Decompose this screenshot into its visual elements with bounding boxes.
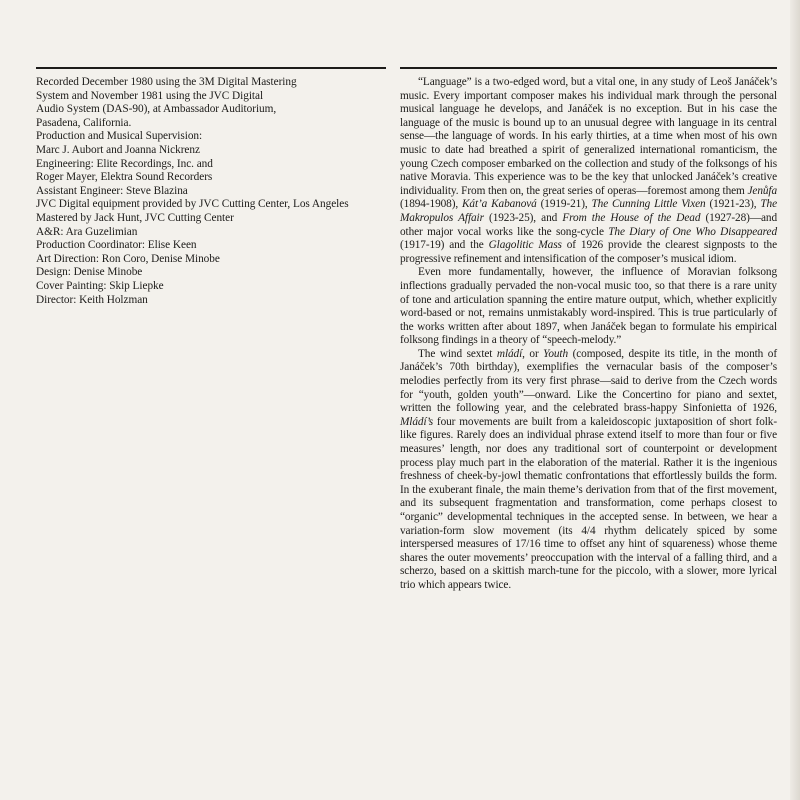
credit-line: Pasadena, California. bbox=[36, 116, 132, 129]
credit-line: Art Direction: Ron Coro, Denise Minobe bbox=[36, 252, 220, 265]
work-title: Kát’a Kabanová bbox=[461, 198, 537, 211]
work-title: The Diary of One Who Disappeared bbox=[608, 225, 777, 238]
credits-list bbox=[36, 76, 386, 307]
work-title: The Cunning Little Vixen bbox=[591, 198, 706, 211]
essay-paragraph-2: Even more fundamentally, however, the influence of Moravian folksong inflections gradually pervaded the non-vocal music too, so that there is a rare unity of tone and articulation spanning the entire mature output, which, whether explicitly word-based or not, remains unmistakably word-inspired. This is true particularly of the works written after about 1897, when Janáček began to formulate his empirical folksong findings in a theory of “speech-melody.” bbox=[400, 266, 777, 347]
essay-text: (1917-19) and the bbox=[400, 239, 489, 252]
essay-top-rule bbox=[400, 67, 777, 69]
credit-line: Director: Keith Holzman bbox=[36, 293, 148, 306]
work-title: Jenůfa bbox=[747, 184, 777, 197]
credit-line: Recorded December 1980 using the 3M Digital Mastering bbox=[36, 76, 297, 88]
credits-column bbox=[36, 67, 386, 307]
credit-line: Production Coordinator: Elise Keen bbox=[36, 239, 197, 252]
work-title: mládí bbox=[496, 347, 523, 360]
essay-paragraph-3 bbox=[400, 348, 777, 593]
credit-line: Engineering: Elite Recordings, Inc. and bbox=[36, 157, 213, 170]
credit-line: A&R: Ara Guzelimian bbox=[36, 225, 138, 238]
credit-line: Marc J. Aubort and Joanna Nickrenz bbox=[36, 143, 200, 156]
credit-line: Cover Painting: Skip Liepke bbox=[36, 279, 164, 292]
work-title: Youth bbox=[543, 347, 569, 360]
work-title: Glagolitic Mass bbox=[488, 239, 562, 252]
credit-line: Roger Mayer, Elektra Sound Recorders bbox=[36, 171, 213, 184]
work-title: The Makropulos Affair bbox=[400, 198, 777, 224]
essay-text: (1919-21), bbox=[536, 198, 592, 211]
credit-line: Production and Musical Supervision: bbox=[36, 130, 203, 143]
credit-line: JVC Digital equipment provided by JVC Cutting Center, Los Angeles bbox=[36, 198, 349, 211]
essay-text: of 1926 provide the clearest signposts to the progressive refinement and intensification of the composer’s musical idiom. bbox=[400, 239, 777, 265]
essay-text: (1927-28)—and other major vocal works like the song-cycle bbox=[400, 211, 778, 238]
work-title: From the House of the Dead bbox=[562, 211, 701, 224]
credit-line: Mastered by Jack Hunt, JVC Cutting Center bbox=[36, 211, 234, 224]
essay-text: “Language” is a two-edged word, but a vital one, in any study of Leoš Janáček’s music. Every important composer makes his individual mark through the personal musical language he develops, and Janáček is no exception. But in his case the language of the music is bound up to an unusual degree with language in its central sense—the language of words. In his early thirties, at a time when most of his own music to date had breathed a spirit of generalized international romanticism, the young Czech composer embarked on the collection and study of the folksongs of his native Moravia. This experience was to be the key that unlocked Janáček’s creative individuality. From then on, the great series of operas—foremost among them bbox=[400, 76, 777, 197]
credit-line: Design: Denise Minobe bbox=[36, 266, 143, 279]
credit-line: System and November 1981 using the JVC Digital bbox=[36, 89, 264, 102]
credit-line: Audio System (DAS-90), at Ambassador Auditorium, bbox=[36, 103, 277, 116]
essay-text: (composed, despite its title, in the month of Janáček’s 70th birthday), exemplifies the vernacular basis of the composer’s melodies perfectly from its very first phrase—said to derive from the Czech words for “youth, golden youth”—onward. Like the Concertino for piano and sextet, written the following year, and the celebrated brass-happy Sinfonietta of 1926, bbox=[400, 347, 777, 415]
page-edge-shadow bbox=[790, 0, 800, 800]
essay-text: (1923-25), and bbox=[483, 211, 563, 224]
essay-column bbox=[400, 67, 777, 593]
essay-text: (1921-23), bbox=[705, 198, 761, 211]
essay-text: , or bbox=[522, 347, 544, 360]
essay-text: (1894-1908), bbox=[400, 198, 462, 211]
work-title: Mládí’s bbox=[400, 415, 433, 428]
essay-text: The wind sextet bbox=[418, 347, 497, 360]
credits-top-rule bbox=[36, 67, 386, 69]
essay-body bbox=[400, 76, 777, 593]
essay-text: four movements are built from a kaleidoscopic juxtaposition of short folk-like figures. Rarely does an individual phrase extend itself to more than four or five measures’ length, nor does any traditional sort of counterpoint or development process play much part in the elaboration of the material. Rather it is the ingenious freshness of cheek-by-jowl thematic confrontations that effortlessly builds the form. In the exuberant finale, the main theme’s derivation from that of the first movement, and its subsequent fragmentation and transformation, come perhaps closest to “organic” developmental techniques in the accepted sense. In between, we hear a variation-form slow movement (its 4/4 rhythm delicately spiced by some interspersed measures of 17/16 time to offset any hint of squareness) whose theme shares the outer movements’ preoccupation with the interval of a falling third, and a scherzo, based on a skittish march-tune for the piccolo, with a slower, more lyrical trio which appears twice. bbox=[400, 415, 777, 591]
essay-paragraph-1 bbox=[400, 76, 777, 266]
credit-line: Assistant Engineer: Steve Blazina bbox=[36, 184, 188, 197]
